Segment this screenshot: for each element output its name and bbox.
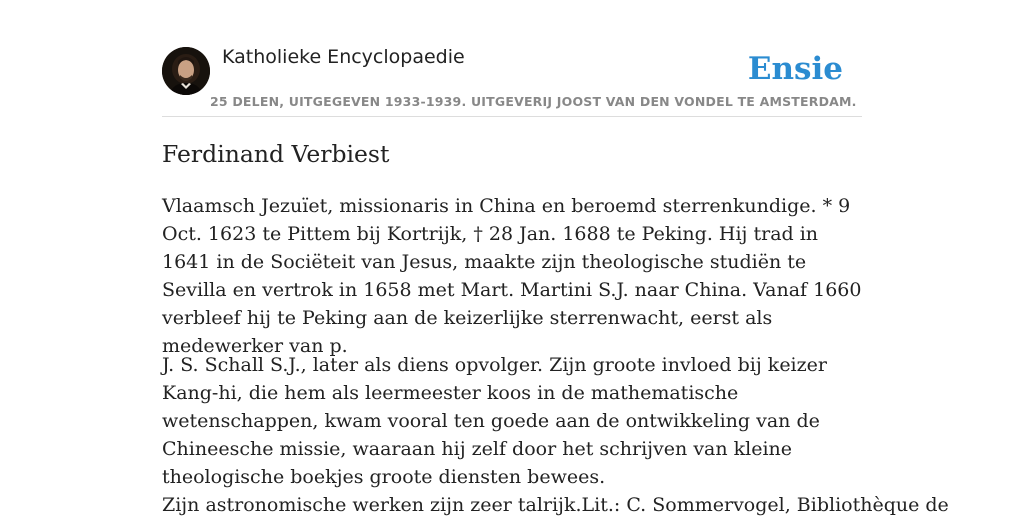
site-subtitle: 25 DELEN, UITGEGEVEN 1933-1939. UITGEVERIJ JOOST VAN DEN VONDEL TE AMSTERDAM. (210, 94, 857, 109)
site-header (162, 0, 862, 117)
page-container (162, 0, 949, 516)
ensie-logo-link[interactable]: Ensie (747, 51, 843, 87)
article-title: Ferdinand Verbiest (162, 140, 390, 168)
article-paragraph-1: Vlaamsch Jezuïet, missionaris in China en beroemd sterrenkundige. * 9 Oct. 1623 te Pittem bij Kortrijk, † 28 Jan. 1688 te Peking. Hij trad in 1641 in de Sociëteit van Jesus, maakte zijn theologische studiën te Sevilla en vertrok in 1658 met Mart. Martini S.J. naar China. Vanaf 1660 verbleef hij te Peking aan de keizerlijke sterrenwacht, eerst als medewerker van p. (162, 195, 862, 357)
portrait-icon (162, 47, 210, 95)
article-paragraph-2: J. S. Schall S.J., later als diens opvolger. Zijn groote invloed bij keizer Kang-hi, die hem als leermeester koos in de mathematische wetenschappen, kwam vooral ten goede aan de ontwikkeling van de Chineesche missie, waaraan hij zelf door het schrijven van kleine theologische boekjes groote diensten bewees. (162, 354, 827, 488)
site-title[interactable]: Katholieke Encyclopaedie (222, 46, 465, 68)
article-paragraph-3: Zijn astronomische werken zijn zeer talrijk.Lit.: C. Sommervogel, Bibliothèque de (162, 494, 949, 516)
portrait-avatar[interactable] (162, 47, 210, 95)
